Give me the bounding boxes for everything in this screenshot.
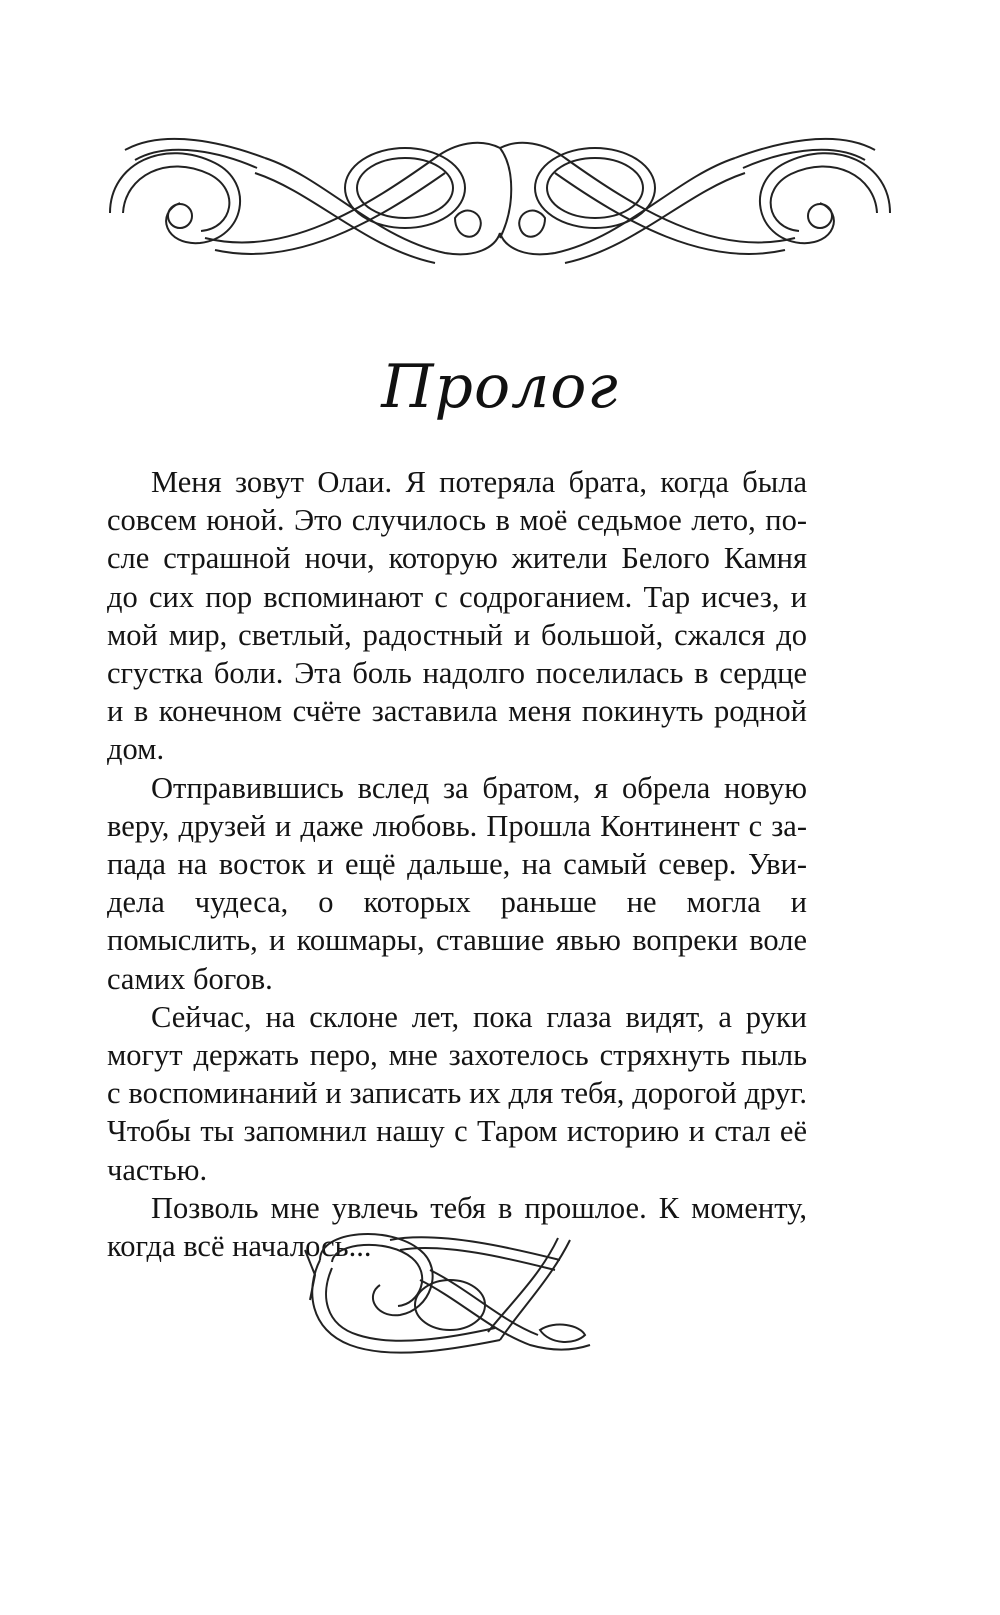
body-text: [107, 463, 807, 1265]
paragraph: Отправившись вслед за братом, я обрела новую веру, друзей и даже любовь. Прошла Континент с запада на восток и ещё дальше, на самый север. Увидела чудеса, о которых раньше не могла и помыслить, и кошмары, ставшие явью вопреки воле самих богов.: [107, 770, 807, 996]
paragraph: Меня зовут Олаи. Я потеряла брата, когда была совсем юной. Это случилось в моё седьмое лето, после страшной ночи, которую жители Белого Камня до сих пор вспоминают с содроганием. Тар исчез, и мой мир, светлый, радостный и большой, сжался до сгустка боли. Эта боль надолго поселилась в сердце и в конечном счёте заставила меня покинуть родной дом.: [107, 465, 807, 767]
page-title: Пролог: [381, 352, 619, 422]
paragraph: Позволь мне увлечь тебя в прошлое. К моменту, когда всё началось...: [107, 1190, 807, 1264]
dragon-knot-ornament-icon: [300, 1220, 610, 1370]
paragraph: Сейчас, на склоне лет, пока глаза видят, а руки могут держать перо, мне захотелось стряхнуть пыль с воспоминаний и записать их для тебя, дорогой друг. Чтобы ты запомнил нашу с Таром историю и стал её частью.: [107, 999, 807, 1187]
interlaced-dragons-ornament-icon: [105, 118, 895, 268]
